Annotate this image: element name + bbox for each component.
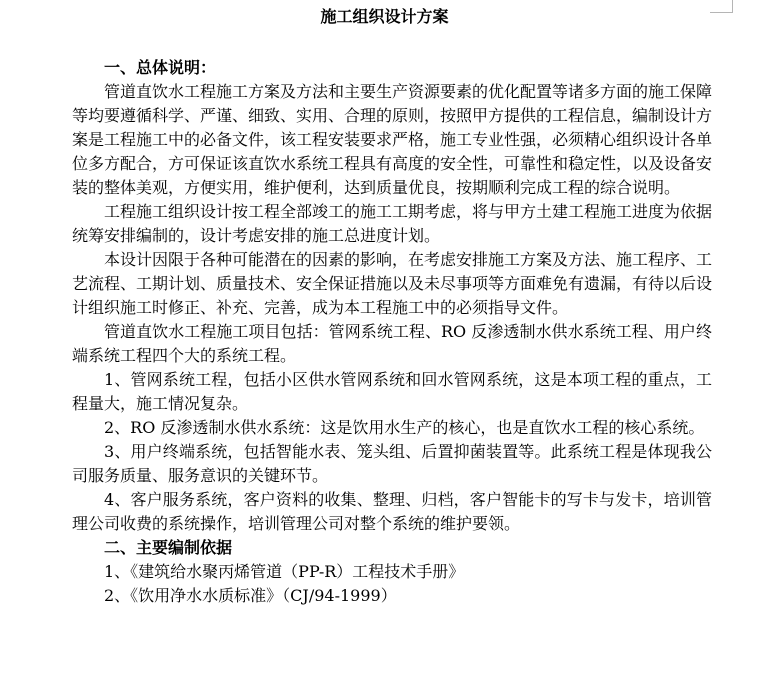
reference-item: 1、《建筑给水聚丙烯管道（PP-R）工程技术手册》 [104, 562, 465, 581]
paragraph: 管道直饮水工程施工方案及方法和主要生产资源要素的优化配置等诸多方面的施工保障等均要遵循科学、严谨、细致、实用、合理的原则，按照甲方提供的工程信息，编制设计方案是工程施工中的必备文件，该工程安装要求严格，施工专业性强，必须精心组织设计各单位多方配合，方可保证该直饮水系统工程具有高度的安全性，可靠性和稳定性，以及设备安装的整体美观，方便实用，维护便利，达到质量优良，按期顺利完成工程的综合说明。 [72, 82, 713, 197]
paragraph: 本设计因限于各种可能潜在的因素的影响，在考虑安排施工方案及方法、施工程序、工艺流程、工期计划、质量技术、安全保证措施以及未尽事项等方面难免有遗漏，有待以后设计组织施工时修正、补充、完善，成为本工程施工中的必须指导文件。 [72, 250, 713, 317]
list-item: 3、用户终端系统，包括智能水表、笼头组、后置抑菌装置等。此系统工程是体现我公司服务质量、服务意识的关键环节。 [72, 442, 712, 485]
reference-item: 2、《饮用净水水质标准》（CJ/94-1999） [104, 586, 397, 605]
paragraph: 管道直饮水工程施工项目包括：管网系统工程、RO 反渗透制水供水系统工程、用户终端系统工程四个大的系统工程。 [72, 322, 712, 365]
section-heading-basis: 二、主要编制依据 [104, 538, 233, 557]
document-body [72, 56, 712, 608]
section-heading-overview: 一、总体说明： [104, 58, 217, 77]
list-item: 2、RO 反渗透制水供水系统：这是饮用水生产的核心，也是直饮水工程的核心系统。 [104, 418, 705, 437]
paragraph: 工程施工组织设计按工程全部竣工的施工工期考虑，将与甲方土建工程施工进度为依据统筹安排编制的，设计考虑安排的施工总进度计划。 [72, 202, 713, 245]
list-item: 4、客户服务系统，客户资料的收集、整理、归档，客户智能卡的写卡与发卡，培训管理公司收费的系统操作，培训管理公司对整个系统的维护要领。 [72, 490, 712, 533]
document-title: 施工组织设计方案 [320, 7, 449, 26]
list-item: 1、管网系统工程，包括小区供水管网系统和回水管网系统，这是本项工程的重点，工程量大，施工情况复杂。 [72, 370, 712, 413]
